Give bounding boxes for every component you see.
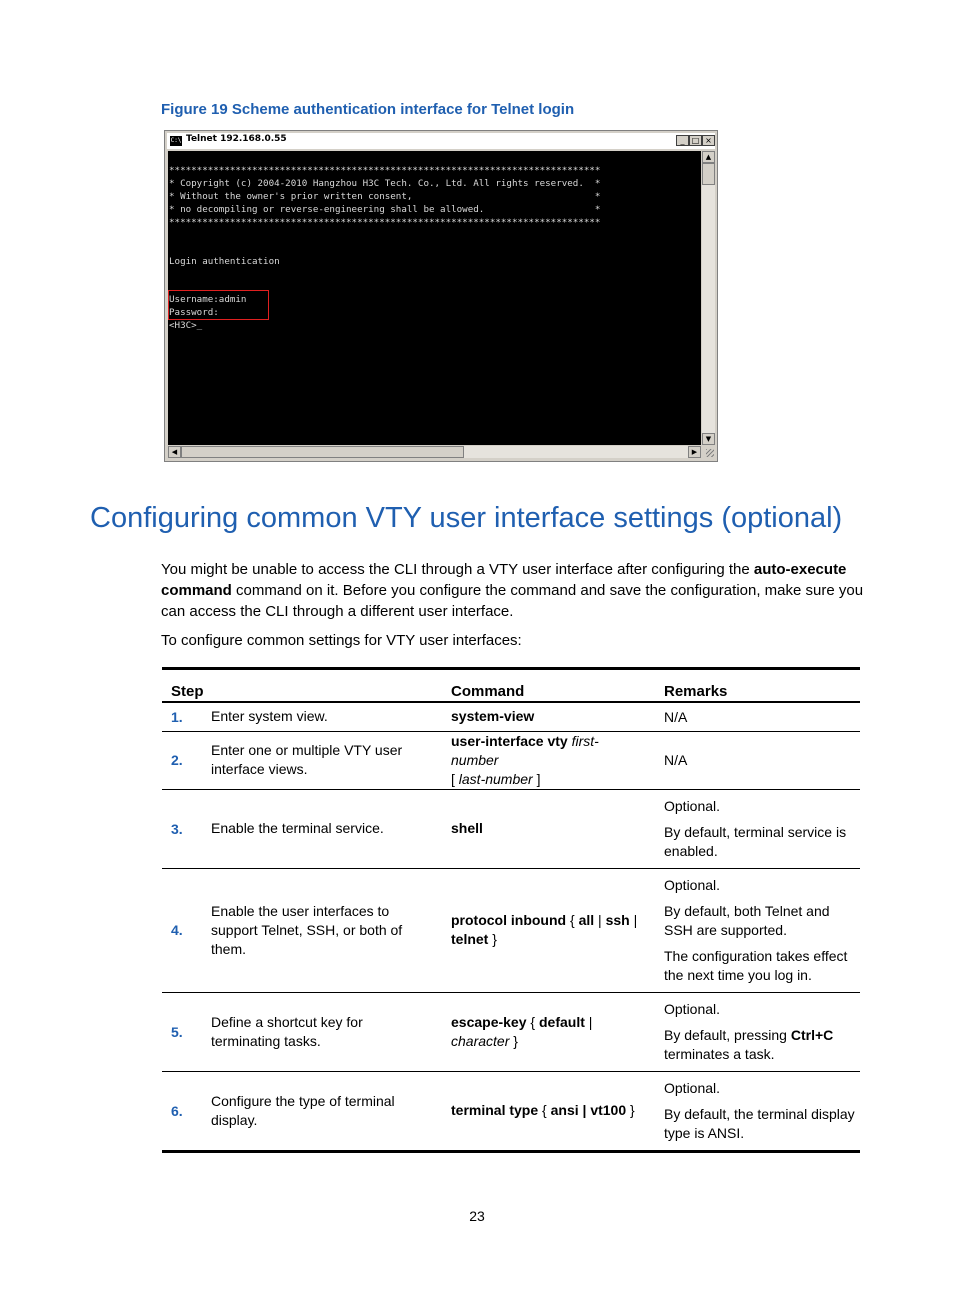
command-bracket: ]: [536, 770, 541, 787]
remarks-cell: [664, 868, 860, 992]
console-line: Password:: [169, 307, 219, 318]
command-cell: [451, 1071, 664, 1151]
table-row: [162, 992, 860, 1071]
section-title: Configuring common VTY user interface settings (optional): [90, 502, 843, 534]
table-row: [162, 1071, 860, 1151]
console-icon: C:\: [170, 137, 182, 144]
intro-paragraph: [161, 559, 866, 622]
command-cell: [451, 731, 664, 789]
command-brace: {: [569, 912, 575, 928]
table-row: [162, 731, 860, 789]
console-area[interactable]: [168, 151, 701, 445]
table-row: [162, 702, 860, 731]
figure-caption: Figure 19 Scheme authentication interface for Telnet login: [161, 101, 575, 118]
remark: By default, terminal service is enabled.: [664, 823, 847, 859]
table-intro: To configure common settings for VTY user interfaces:: [161, 632, 522, 649]
step-number: 6.: [162, 1071, 211, 1151]
header-step: Step: [162, 669, 451, 703]
intro-command: auto-execute command: [161, 561, 847, 599]
remark: N/A: [664, 752, 688, 768]
remarks-cell: [664, 789, 860, 868]
remark-text: terminates a task.: [664, 1045, 775, 1062]
command-cell: [451, 789, 664, 868]
command-cell: [451, 868, 664, 992]
table-row: [162, 789, 860, 868]
console-line: * Without the owner's prior written consent, *: [169, 191, 601, 202]
config-table: [162, 667, 860, 1153]
remark: Optional.: [664, 1000, 721, 1017]
horizontal-scroll-thumb[interactable]: [181, 446, 464, 458]
window-titlebar: [167, 133, 715, 149]
command-arg: character: [451, 1032, 510, 1049]
command-brace: }: [630, 1102, 635, 1118]
step-number: 4.: [162, 868, 211, 992]
remark-key: Ctrl+C: [790, 1026, 834, 1043]
remark: [664, 1026, 860, 1064]
minimize-button[interactable]: _: [676, 135, 689, 146]
header-remarks: Remarks: [664, 669, 860, 703]
step-number: 3.: [162, 789, 211, 868]
command-arg: first-number: [451, 732, 599, 768]
command: system-view: [451, 708, 535, 725]
command-brace: }: [513, 1032, 518, 1049]
table-row: [162, 868, 860, 992]
command: user-interface vty: [451, 732, 568, 749]
scroll-left-icon[interactable]: ◀: [168, 446, 181, 458]
command-separator: |: [598, 912, 602, 928]
console-line: <H3C>_: [169, 320, 203, 331]
step-number: 5.: [162, 992, 211, 1071]
step-description: Enter system view.: [211, 702, 451, 731]
command-keyword: all: [578, 912, 595, 928]
remark-text: By default, pressing: [664, 1026, 791, 1043]
maximize-button[interactable]: □: [689, 135, 702, 146]
console-line: ******************************************************************************: [169, 217, 601, 228]
command: terminal type: [451, 1102, 539, 1118]
command-separator: |: [633, 912, 638, 928]
telnet-window: [164, 130, 718, 462]
remark: By default, the terminal display type is ANSI.: [664, 1105, 855, 1141]
intro-text: You might be unable to access the CLI through a VTY user interface after configuring the: [161, 561, 754, 578]
console-line: * no decompiling or reverse-engineering shall be allowed. *: [169, 204, 601, 215]
step-number: 2.: [162, 731, 211, 789]
step-number: 1.: [162, 702, 211, 731]
scroll-right-icon[interactable]: ▶: [688, 446, 701, 458]
command: protocol inbound: [451, 912, 567, 928]
remark: N/A: [664, 708, 688, 725]
close-button[interactable]: ×: [702, 135, 715, 146]
remarks-cell: [664, 731, 860, 789]
command-keyword: ssh: [605, 912, 630, 928]
command-bracket: [: [451, 770, 455, 787]
step-description: Configure the type of terminal display.: [211, 1071, 451, 1151]
command-keyword: default: [538, 1013, 585, 1030]
command-separator: |: [588, 1013, 593, 1030]
remark: Optional.: [664, 1079, 721, 1096]
command-brace: }: [492, 931, 497, 947]
step-description: Enable the terminal service.: [211, 789, 451, 868]
remark: By default, both Telnet and SSH are supported.: [664, 902, 830, 938]
resize-grip-icon[interactable]: [702, 446, 715, 458]
step-description: Enable the user interfaces to support Telnet, SSH, or both of them.: [211, 868, 451, 992]
command-brace: {: [530, 1013, 536, 1030]
command-cell: [451, 702, 664, 731]
scroll-down-icon[interactable]: ▼: [702, 433, 715, 445]
console-line: Login authentication: [169, 256, 280, 267]
remark: The configuration takes effect the next time you log in.: [664, 947, 848, 983]
remark: Optional.: [664, 797, 721, 814]
console-line: Username:admin: [169, 294, 247, 305]
step-description: Define a shortcut key for terminating tasks.: [211, 992, 451, 1071]
vertical-scrollbar[interactable]: [702, 151, 715, 445]
vertical-scroll-thumb[interactable]: [702, 163, 715, 185]
command-brace: {: [542, 1102, 547, 1118]
command-cell: [451, 992, 664, 1071]
window-title: Telnet 192.168.0.55: [186, 134, 287, 144]
horizontal-scrollbar[interactable]: [168, 446, 701, 458]
console-line: * Copyright (c) 2004-2010 Hangzhou H3C Tech. Co., Ltd. All rights reserved. *: [169, 178, 601, 189]
command: shell: [451, 820, 483, 836]
console-line: ******************************************************************************: [169, 165, 601, 176]
command-arg: last-number: [458, 770, 533, 787]
credentials-highlight-box: [168, 290, 269, 320]
step-description: Enter one or multiple VTY user interface views.: [211, 731, 451, 789]
scroll-up-icon[interactable]: ▲: [702, 151, 715, 163]
header-command: Command: [451, 669, 664, 703]
page-number: 23: [469, 1208, 485, 1224]
command: escape-key: [451, 1013, 527, 1030]
remarks-cell: [664, 992, 860, 1071]
command-keyword: ansi | vt100: [550, 1102, 627, 1118]
command-keyword: telnet: [451, 931, 489, 947]
intro-text: command on it. Before you configure the command and save the configuration, make sure you can access the CLI through a different user interface.: [161, 582, 864, 620]
remark: Optional.: [664, 876, 721, 893]
remarks-cell: [664, 702, 860, 731]
remarks-cell: [664, 1071, 860, 1151]
